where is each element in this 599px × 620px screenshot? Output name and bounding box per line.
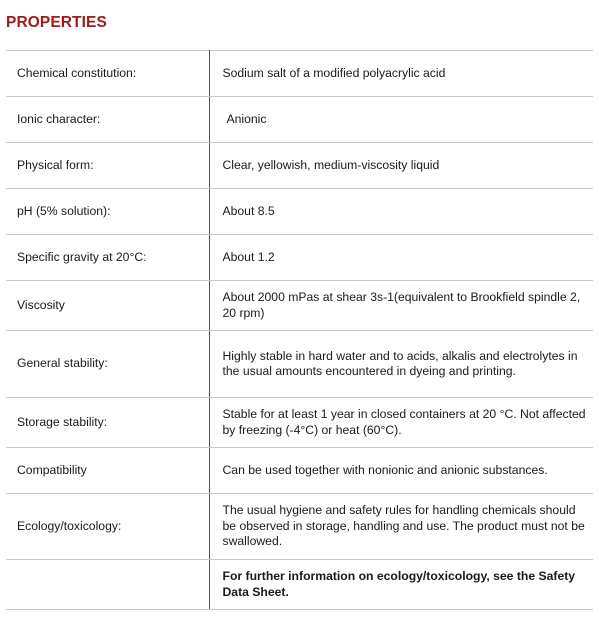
row-label: Viscosity [6,281,209,331]
row-label: Storage stability: [6,398,209,448]
row-value [209,97,593,143]
row-label: Specific gravity at 20°C: [6,235,209,281]
row-label: Chemical constitution: [6,51,209,97]
properties-table [6,50,593,610]
row-value: Can be used together with nonionic and anionic substances. [209,448,593,494]
row-value-text: Anionic [226,111,267,126]
table-row-further-information [6,560,593,610]
row-value: Clear, yellowish, medium-viscosity liquid [209,143,593,189]
row-value: Highly stable in hard water and to acids, alkalis and electrolytes in the usual amounts encountered in dyeing and printing. [209,331,593,398]
row-value: About 2000 mPas at shear 3s-1(equivalent to Brookfield spindle 2, 20 rpm) [209,281,593,331]
row-value: About 8.5 [209,189,593,235]
table-row-general-stability [6,331,593,398]
page-heading: PROPERTIES [6,14,107,31]
table-row-compatibility [6,448,593,494]
row-label: Ecology/toxicology: [6,494,209,560]
table-row-physical-form [6,143,593,189]
table-row-specific-gravity [6,235,593,281]
table-row-viscosity [6,281,593,331]
table-row-ph [6,189,593,235]
row-value: About 1.2 [209,235,593,281]
row-label [6,560,209,610]
table-row-storage-stability [6,398,593,448]
row-label: Ionic character: [6,97,209,143]
row-label: pH (5% solution): [6,189,209,235]
row-value: For further information on ecology/toxicology, see the Safety Data Sheet. [209,560,593,610]
row-value: The usual hygiene and safety rules for handling chemicals should be observed in storage, handling and use. The product must not be swallowed. [209,494,593,560]
table-row-ecology-toxicology [6,494,593,560]
table-row-ionic-character [6,97,593,143]
row-label: Physical form: [6,143,209,189]
row-value: Sodium salt of a modified polyacrylic acid [209,51,593,97]
row-label: General stability: [6,331,209,398]
table-row-chemical-constitution [6,51,593,97]
row-value: Stable for at least 1 year in closed containers at 20 °C. Not affected by freezing (-4°C) or heat (60°C). [209,398,593,448]
row-label: Compatibility [6,448,209,494]
